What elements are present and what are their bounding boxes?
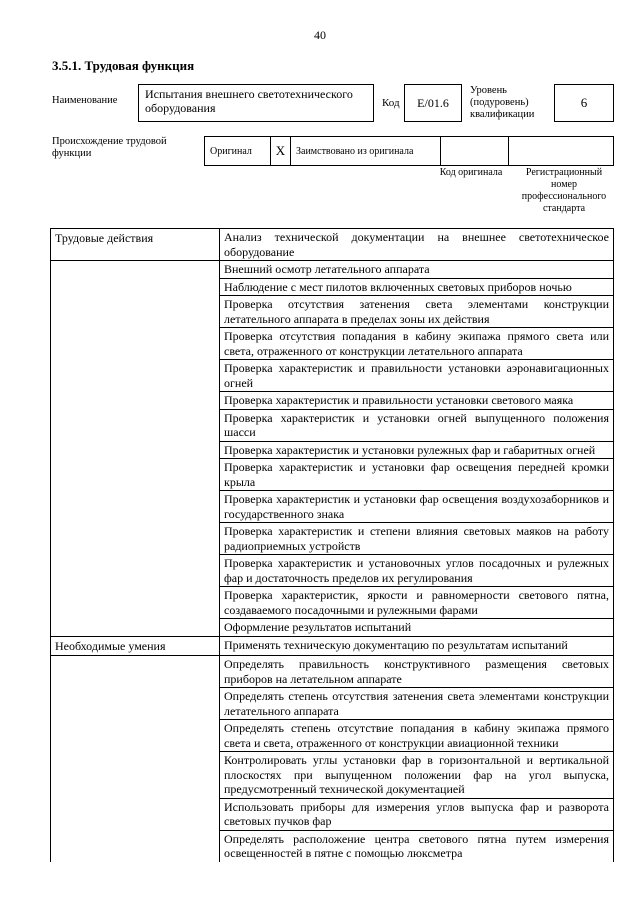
- table-row: [51, 656, 614, 688]
- section-heading-spacer: [51, 688, 220, 720]
- table-row: [51, 409, 614, 441]
- table-row: [51, 392, 614, 410]
- table-row: [51, 619, 614, 637]
- table-cell-item: Проверка отсутствия затенения света элементами конструкции летательного аппарата в пределах зоны их действия: [220, 296, 614, 328]
- function-code-value: E/01.6: [404, 84, 462, 122]
- table-row: [51, 360, 614, 392]
- section-heading-spacer: [51, 261, 220, 279]
- reg-number-caption: Регистрационный номер профессионального стандарта: [521, 167, 607, 214]
- table-cell-item: Определять степень отсутствия затенения света элементами конструкции летательного аппарата: [220, 688, 614, 720]
- origin-borrowed-cell: Заимствовано из оригинала: [291, 137, 441, 165]
- function-name-value: Испытания внешнего светотехнического оборудования: [138, 84, 374, 122]
- section-heading-spacer: [51, 328, 220, 360]
- table-row: [51, 459, 614, 491]
- table-cell-item: Проверка характеристик и установочных углов посадочных и рулежных фар и достаточность пределов их регулирования: [220, 555, 614, 587]
- table-cell-item: Проверка характеристик и установки рулежных фар и габаритных огней: [220, 441, 614, 459]
- table-cell-item: Проверка характеристик и степени влияния световых маяков на работу радиоприемных устройств: [220, 523, 614, 555]
- table-row: [51, 296, 614, 328]
- section-heading-spacer: [51, 752, 220, 799]
- table-cell-item: Проверка характеристик и правильности установки аэронавигационных огней: [220, 360, 614, 392]
- table-cell-item: Внешний осмотр летательного аппарата: [220, 261, 614, 279]
- table-cell-item: Проверка характеристик и установки фар освещения передней кромки крыла: [220, 459, 614, 491]
- table-row: [51, 720, 614, 752]
- table-row: [51, 441, 614, 459]
- name-label: Наименование: [52, 95, 118, 106]
- table-row: [51, 278, 614, 296]
- section-heading: Трудовые действия: [51, 229, 220, 261]
- table-cell-item: Использовать приборы для измерения углов выпуска фар и разворота световых пучков фар: [220, 798, 614, 830]
- table-cell-item: Наблюдение с мест пилотов включенных световых приборов ночью: [220, 278, 614, 296]
- origin-code-caption: Код оригинала: [439, 167, 503, 178]
- table-cell-item: Проверка отсутствия попадания в кабину экипажа прямого света или света, отраженного от конструкции летательного аппарата: [220, 328, 614, 360]
- table-cell-item: Контролировать углы установки фар в горизонтальной и вертикальной плоскостях при выпущенном положении фар на угол выпуска, предусмотренный технической документацией: [220, 752, 614, 799]
- table-row: [51, 587, 614, 619]
- section-heading-spacer: [51, 491, 220, 523]
- table-row: [51, 798, 614, 830]
- section-heading-spacer: [51, 830, 220, 862]
- origin-row: [204, 136, 614, 166]
- section-title: 3.5.1. Трудовая функция: [52, 58, 195, 73]
- table-cell-item: Применять техническую документацию по результатам испытаний: [220, 636, 614, 656]
- table-cell-item: Анализ технической документации на внешнее светотехническое оборудование: [220, 229, 614, 261]
- code-label: Код: [382, 97, 400, 109]
- origin-code-cell: [441, 137, 509, 165]
- table-row: [51, 830, 614, 862]
- table-row: [51, 229, 614, 261]
- section-heading: Необходимые умения: [51, 636, 220, 656]
- section-heading-spacer: [51, 459, 220, 491]
- section-heading-spacer: [51, 392, 220, 410]
- page-number: 40: [314, 28, 326, 42]
- section-heading-spacer: [51, 720, 220, 752]
- table-cell-item: Оформление результатов испытаний: [220, 619, 614, 637]
- table-cell-item: Определять степень отсутствие попадания в кабину экипажа прямого света и света, отраженного от конструкции авиационной техники: [220, 720, 614, 752]
- section-heading-spacer: [51, 798, 220, 830]
- section-heading-spacer: [51, 409, 220, 441]
- table-row: [51, 688, 614, 720]
- table-row: [51, 636, 614, 656]
- table-row: [51, 261, 614, 279]
- table-cell-item: Определять расположение центра светового пятна путем измерения освещенностей в пятне с помощью люксметра: [220, 830, 614, 862]
- origin-original-cell: Оригинал: [205, 137, 271, 165]
- table-row: [51, 328, 614, 360]
- table-cell-item: Проверка характеристик, яркости и равномерности светового пятна, создаваемого посадочными и рулежными фарами: [220, 587, 614, 619]
- table-cell-item: Проверка характеристик и установки фар освещения воздухозаборников и государственного знака: [220, 491, 614, 523]
- table-cell-item: Определять правильность конструктивного размещения световых приборов на летательном аппарате: [220, 656, 614, 688]
- section-heading-spacer: [51, 555, 220, 587]
- function-details-table: [50, 228, 614, 862]
- origin-label: Происхождение трудовой функции: [52, 136, 167, 159]
- table-row: [51, 555, 614, 587]
- origin-mark-cell: X: [271, 137, 291, 165]
- reg-number-cell: [509, 137, 613, 165]
- level-value: 6: [554, 84, 614, 122]
- section-heading-spacer: [51, 441, 220, 459]
- table-row: [51, 752, 614, 799]
- section-heading-spacer: [51, 360, 220, 392]
- section-heading-spacer: [51, 656, 220, 688]
- table-cell-item: Проверка характеристик и правильности установки светового маяка: [220, 392, 614, 410]
- section-heading-spacer: [51, 296, 220, 328]
- level-label: Уровень (подуровень) квалификации: [470, 85, 535, 120]
- section-heading-spacer: [51, 278, 220, 296]
- section-heading-spacer: [51, 619, 220, 637]
- section-heading-spacer: [51, 587, 220, 619]
- section-heading-spacer: [51, 523, 220, 555]
- table-row: [51, 523, 614, 555]
- table-cell-item: Проверка характеристик и установки огней выпущенного положения шасси: [220, 409, 614, 441]
- table-row: [51, 491, 614, 523]
